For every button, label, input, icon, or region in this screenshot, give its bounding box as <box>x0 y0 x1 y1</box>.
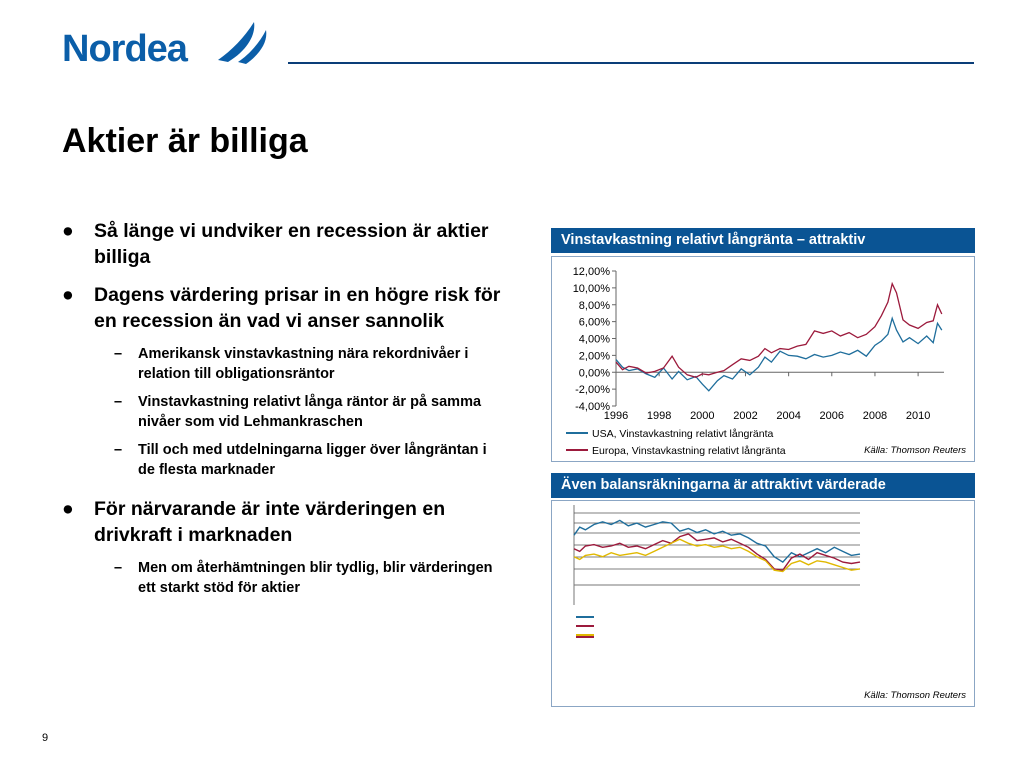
bullet-text: Så länge vi undviker en recession är aktier billiga <box>94 220 489 268</box>
y-tick-label: 12,00% <box>572 266 610 278</box>
sail-icon <box>214 20 272 66</box>
legend-label: Europa, Vinstavkastning relativt långränta <box>592 445 786 457</box>
sub-bullet-text: Men om återhämtningen blir tydlig, blir värderingen ett starkt stöd för aktier <box>138 560 493 596</box>
legend-label: USA, Vinstavkastning relativt långränta <box>592 428 774 440</box>
chart1-panel <box>551 256 975 462</box>
y-tick-label: 8,00% <box>578 299 610 312</box>
sub-bullet-item <box>62 344 502 384</box>
chart2-svg <box>552 501 974 706</box>
bullet-item <box>62 496 502 548</box>
chart2-source: Källa: Thomson Reuters <box>864 690 966 701</box>
series-line <box>574 534 860 570</box>
sub-bullet-text: Vinstavkastning relativt långa räntor är på samma nivåer som vid Lehmankraschen <box>138 394 482 430</box>
y-tick-label: 6,00% <box>578 316 610 329</box>
bullet-dot-icon: ● <box>62 498 74 520</box>
x-tick-label: 2004 <box>776 410 801 422</box>
x-tick-label: 1996 <box>603 410 629 422</box>
y-tick-label: -4,00% <box>575 401 610 413</box>
sub-bullet-text: Till och med utdelningarna ligger över långräntan i de flesta marknader <box>138 442 487 478</box>
chart1-source: Källa: Thomson Reuters <box>864 445 966 456</box>
x-tick-label: 2002 <box>733 410 758 422</box>
bullet-item <box>62 282 502 334</box>
chart1-header: Vinstavkastning relativt långränta – attraktiv <box>551 228 975 253</box>
x-tick-label: 2006 <box>819 410 845 422</box>
y-tick-label: 0,00% <box>578 367 610 380</box>
page-title: Aktier är billiga <box>62 122 308 160</box>
header-rule <box>288 62 974 64</box>
dash-icon: – <box>114 346 123 362</box>
bullet-text: För närvarande är inte värderingen en drivkraft i marknaden <box>94 498 446 546</box>
sub-bullet-item <box>62 558 502 598</box>
logo-text: Nordea <box>62 28 187 70</box>
sub-bullet-text: Amerikansk vinstavkastning nära rekordnivåer i relation till obligationsräntor <box>138 346 469 382</box>
series-line-europa <box>616 284 942 378</box>
bullet-item <box>62 218 502 270</box>
series-line-usa <box>616 318 942 391</box>
sub-bullet-item <box>62 392 502 432</box>
y-tick-label: 4,00% <box>578 333 610 346</box>
sub-bullet-item <box>62 440 502 480</box>
bullet-dot-icon: ● <box>62 284 74 306</box>
bullet-text: Dagens värdering prisar in en högre risk för en recession än vad vi anser sannolik <box>94 284 501 332</box>
page-number: 9 <box>42 732 49 744</box>
y-tick-label: 2,00% <box>578 350 610 363</box>
x-tick-label: 2010 <box>905 410 931 422</box>
chart2-panel <box>551 500 975 707</box>
dash-icon: – <box>114 394 123 410</box>
bullet-dot-icon: ● <box>62 220 74 242</box>
chart1-svg <box>552 257 974 461</box>
y-tick-label: -2,00% <box>575 384 610 397</box>
y-tick-label: 10,00% <box>572 282 610 295</box>
series-line <box>574 520 860 562</box>
dash-icon: – <box>114 560 123 576</box>
nordea-logo <box>62 20 272 68</box>
chart2-header: Även balansräkningarna är attraktivt värderade <box>551 473 975 498</box>
x-tick-label: 2000 <box>690 410 715 422</box>
bullet-list <box>62 218 502 608</box>
dash-icon: – <box>114 442 123 458</box>
x-tick-label: 2008 <box>862 410 888 422</box>
x-tick-label: 1998 <box>646 410 672 422</box>
